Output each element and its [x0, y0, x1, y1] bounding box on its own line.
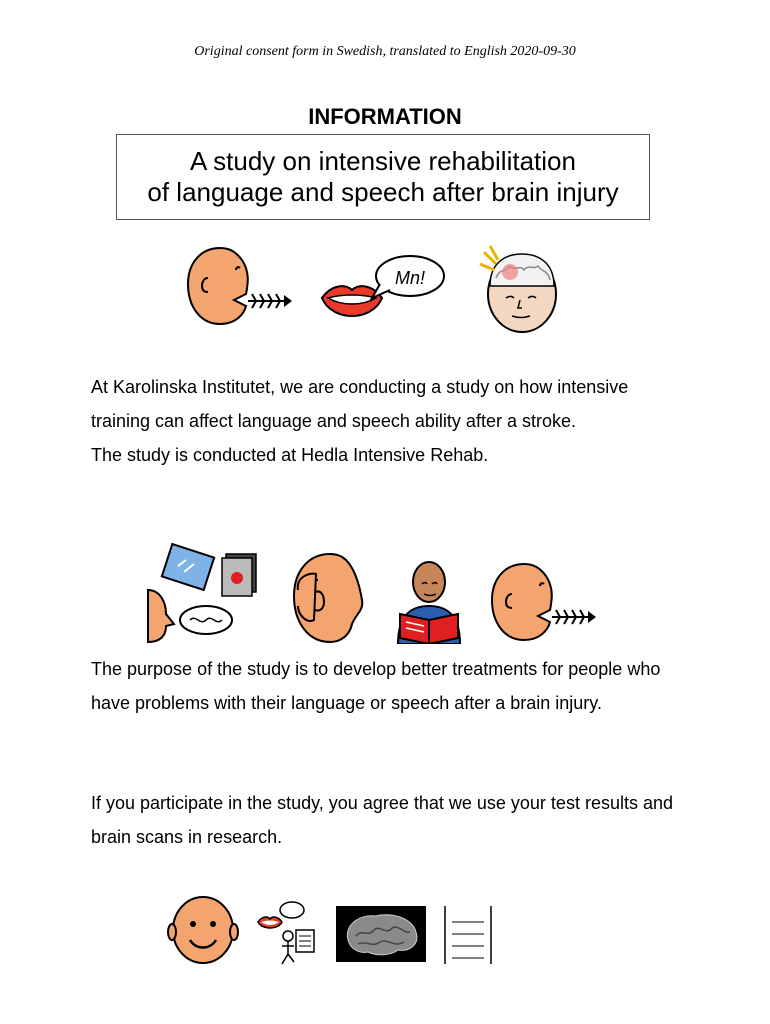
purpose-text: The purpose of the study is to develop better treatments for people who have problems with their language or speech after a brain injury. [91, 659, 661, 713]
pictures-and-speech-icon [146, 542, 270, 644]
brain-scan-icon [336, 906, 426, 962]
speech-bubble-text: Mn! [394, 268, 426, 288]
purpose-paragraph [91, 652, 691, 720]
location-text: The study is conducted at Hedla Intensive Rehab. [91, 445, 489, 465]
study-title-line-2: of language and speech after brain injury [147, 177, 619, 207]
intro-text: At Karolinska Institutet, we are conducting a study on how intensive training can affect language and speech ability after a stroke. [91, 377, 629, 431]
translation-note: Original consent form in Swedish, translated to English 2020-09-30 [194, 44, 576, 59]
speaking-head-icon [490, 560, 600, 646]
talking-mouth-icon [318, 254, 448, 330]
intro-paragraph [91, 370, 691, 472]
smiling-face-icon [166, 892, 240, 966]
reading-person-icon [390, 558, 468, 644]
consent-paragraph [91, 786, 691, 854]
page-heading: INFORMATION [308, 104, 462, 129]
speech-test-icon [256, 900, 318, 966]
document-icon [442, 904, 494, 966]
study-title-box [116, 134, 650, 220]
consent-text: If you participate in the study, you agree that we use your test results and brain scans in research. [91, 793, 673, 847]
speaking-head-icon [186, 244, 296, 330]
listening-ear-icon [290, 550, 366, 644]
study-title-line-1: A study on intensive rehabilitation [190, 146, 576, 176]
brain-injury-head-icon [476, 242, 560, 336]
